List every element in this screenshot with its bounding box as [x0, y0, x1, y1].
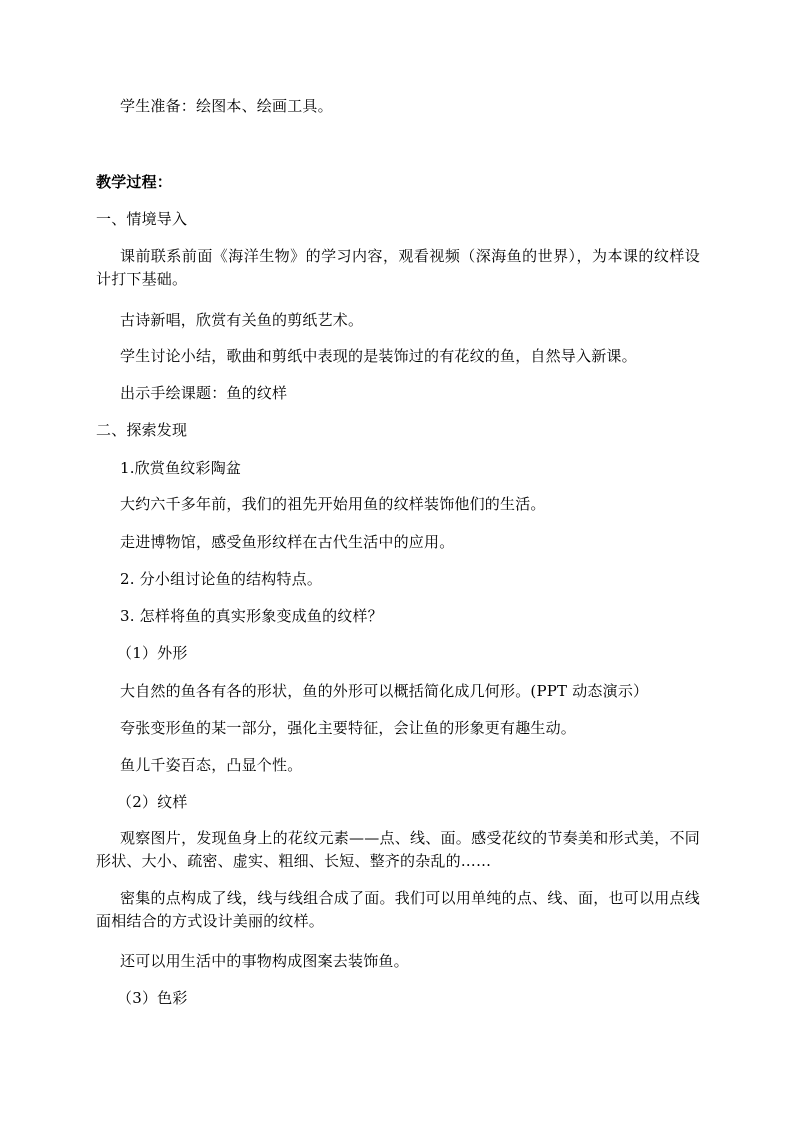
section-2-paragraph-4: 夸张变形鱼的某一部分，强化主要特征，会让鱼的形象更有趣生动。 [120, 719, 577, 737]
subsection-2-title: （2）纹样 [117, 793, 188, 811]
section-2-paragraph-7: 密集的点构成了线，线与线组合成了面。我们可以用单纯的点、线、面，也可以用点线面相结合的方式设计美丽的纹样。 [96, 889, 700, 930]
section-2-paragraph-3: 大自然的鱼各有各的形状，鱼的外形可以概括简化成几何形。(PPT 动态演示） [120, 682, 649, 700]
subsection-1-title: （1）外形 [117, 644, 188, 662]
section-1-paragraph-1: 课前联系前面《海洋生物》的学习内容，观看视频（深海鱼的世界），为本课的纹样设计打下基础。 [96, 247, 700, 288]
section-1-paragraph-2: 古诗新唱，欣赏有关鱼的剪纸艺术。 [120, 311, 364, 329]
subsection-3-title: （3）色彩 [117, 989, 188, 1007]
section-2-paragraph-6: 观察图片，发现鱼身上的花纹元素——点、线、面。感受花纹的节奏美和形式美，不同形状、大小、疏密、虚实、粗细、长短、整齐的杂乱的…… [96, 829, 700, 870]
section-2-item-3: 3. 怎样将鱼的真实形象变成鱼的纹样？ [120, 607, 383, 625]
section-1-paragraph-3: 学生讨论小结，歌曲和剪纸中表现的是装饰过的有花纹的鱼，自然导入新课。 [120, 347, 637, 365]
section-2-item-1: 1.欣赏鱼纹彩陶盆 [120, 459, 242, 477]
section-2-paragraph-1: 大约六千多年前，我们的祖先开始用鱼的纹样装饰他们的生活。 [120, 495, 546, 513]
section-2-item-2: 2. 分小组讨论鱼的结构特点。 [120, 570, 323, 588]
section-2-title: 二、探索发现 [96, 421, 188, 439]
section-1-paragraph-4: 出示手绘课题：鱼的纹样 [120, 384, 288, 402]
section-2-paragraph-8: 还可以用生活中的事物构成图案去装饰鱼。 [120, 952, 409, 970]
section-2-paragraph-2: 走进博物馆，感受鱼形纹样在古代生活中的应用。 [120, 533, 455, 551]
student-preparation: 学生准备：绘图本、绘画工具。 [120, 97, 333, 115]
section-1-title: 一、情境导入 [96, 210, 188, 228]
teaching-process-heading: 教学过程： [96, 173, 173, 191]
section-2-paragraph-5: 鱼儿千姿百态，凸显个性。 [120, 756, 303, 774]
